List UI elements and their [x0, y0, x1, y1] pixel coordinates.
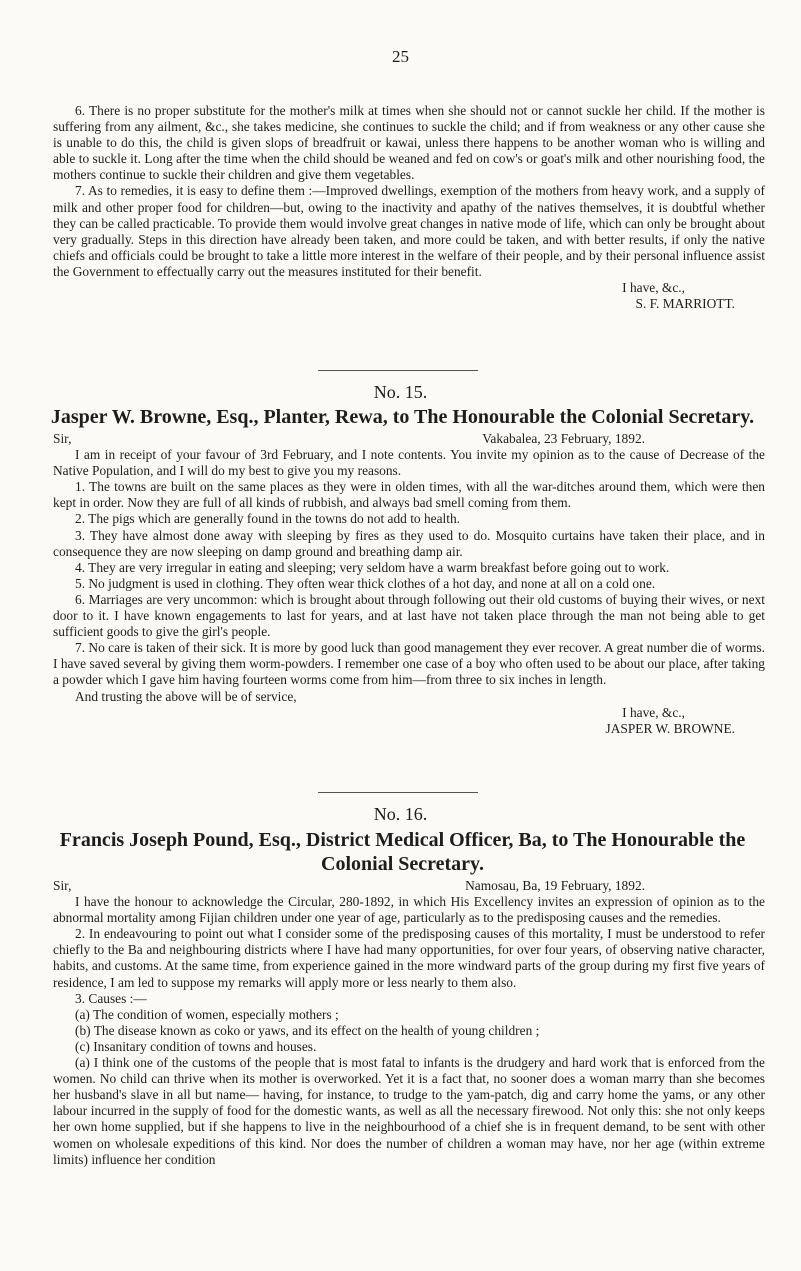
signature-marriott: S. F. MARRIOTT.: [635, 296, 735, 312]
letter-number-16: No. 16.: [373, 804, 428, 824]
date-15: Vakabalea, 23 February, 1892.: [482, 431, 645, 446]
paragraph: I am in receipt of your favour of 3rd February, and I note contents. You invite my opinion as to the cause of Decrease of the Native Population, and I will do my best to give you my reasons.: [53, 447, 765, 479]
paragraph: 5. No judgment is used in clothing. They often wear thick clothes of a hot day, and none at all on a cold one.: [75, 575, 656, 591]
letter-number-15: No. 15.: [373, 382, 428, 402]
closing: I have, &c.,: [622, 280, 685, 296]
page-number: 25: [392, 47, 409, 66]
section-divider: [318, 370, 478, 371]
paragraph: 3. They have almost done away with sleeping by fires as they used to do. Mosquito curtains have taken their place, and in consequence they are now sleeping on damp ground and breathing damp air.: [53, 527, 765, 559]
salutation-15: Sir,: [53, 431, 72, 446]
letter-heading-15: Jasper W. Browne, Esq., Planter, Rewa, to The Honourable the Colonial Secretary.: [50, 406, 755, 428]
closing-block: [53, 280, 765, 312]
letter-browne: [53, 431, 765, 737]
paragraph-7: 7. As to remedies, it is easy to define them :—Improved dwellings, exemption of the mothers from heavy work, and a supply of milk and other proper food for children—but, owing to the inactivity and apathy of the natives themselves, it is doubtful whether they can be called practicable. To provide them would involve great changes in native mode of life, which can only be brought about very gradually. Steps in this direction have already been taken, and more could be taken, and with better results, if only the native chiefs and officials could be brought to take a little more interest in the welfare of their people, and by their personal influence assist the Government to effectually carry out the measures instituted for their benefit.: [53, 183, 765, 279]
paragraph: 1. The towns are built on the same places as they were in olden times, with all the war-ditches around them, which were then kept in order. Now they are full of all kinds of rubbish, and always bad smell coming from them.: [53, 479, 765, 511]
paragraph: 3. Causes :—: [75, 990, 147, 1006]
paragraph: (a) The condition of women, especially mothers ;: [75, 1006, 339, 1022]
paragraph: 6. Marriages are very uncommon: which is brought about through following out their old customs of buying their wives, or next door to it. I have known engagements to last for years, and at last have not taken place through the man not being able to get sufficient goods to give the girl's people.: [53, 591, 765, 640]
paragraph: 2. In endeavouring to point out what I consider some of the predisposing causes of this mortality, I must be understood to refer chiefly to the Ba and neighbouring districts where I have had many opportunities, for over four years, of observing native character, habits, and customs. At the same time, from experience gained in the more windward parts of the group during my first five years of residence, I am led to suppose my remarks will apply more or less nearly to them also.: [53, 926, 765, 990]
signature-browne: JASPER W. BROWNE.: [605, 720, 735, 736]
paragraph: 7. No care is taken of their sick. It is more by good luck than good management they ever recover. A great number die of worms. I have saved several by giving them worm-powders. I remember one case of a boy who often used to be about our place, after taking a powder which I gave him having fourteen worms come from him—from three to six inches in length.: [53, 640, 765, 688]
paragraph: (c) Insanitary condition of towns and houses.: [75, 1038, 317, 1054]
paragraph: (b) The disease known as coko or yaws, and its effect on the health of young children ;: [75, 1022, 540, 1038]
salutation-16: Sir,: [53, 878, 72, 893]
paragraph-6: 6. There is no proper substitute for the mother's milk at times when she should not or cannot suckle her child. If the mother is suffering from any ailment, &c., she takes medicine, she continues to suckle the child; and if from weakness or any other cause she is unable to do this, the child is given slops of breadfruit or kawai, unless there happens to be another woman who is willing and able to suckle it. Long after the time when the child should be weaned and fed on cow's or goat's milk and other nourishing food, the mothers continue to suckle their children and give them vegetables.: [53, 103, 765, 183]
letter-heading-16: Francis Joseph Pound, Esq., District Medical Officer, Ba, to The Honourable the Colonial Secretary.: [59, 829, 746, 875]
closing: I have, &c.,: [622, 704, 685, 720]
dateline-16: [53, 878, 765, 894]
paragraph: 4. They are very irregular in eating and sleeping; very seldom have a warm breakfast before going out to work.: [75, 559, 670, 575]
paragraph: (a) I think one of the customs of the people that is most fatal to infants is the drudgery and hard work that is enforced from the women. No child can thrive when its mother is overworked. Yet it is a fact that, no sooner does a woman marry than she becomes her husband's slave in all but name— having, for instance, to trudge to the yam-patch, dig and carry home the yams, or any other labour incurred in the supply of food for the domestic wants, as well as all the necessary firewood. Not only this: she not only keeps her own home supplied, but if she happens to live in the neighbourhood of a chief she is in frequent demand, to be sent with other women on wholesale expeditions of this kind. Nor does the number of children a woman may have, nor her age (within extreme limits) influence her condition: [53, 1055, 765, 1167]
dateline-15: [53, 431, 765, 447]
letter-marriott-end: [53, 103, 765, 312]
letter-pound: [53, 878, 765, 1168]
paragraph: 2. The pigs which are generally found in the towns do not add to health.: [75, 511, 461, 527]
paragraph: I have the honour to acknowledge the Circular, 280-1892, in which His Excellency invites an expression of opinion as to the abnormal mortality among Fijian children under one year of age, particularly as to the predisposing causes and the remedies.: [53, 894, 765, 926]
date-16: Namosau, Ba, 19 February, 1892.: [465, 878, 645, 893]
paragraph: And trusting the above will be of service,: [75, 688, 297, 704]
section-divider: [318, 792, 478, 793]
closing-block: [53, 705, 765, 737]
